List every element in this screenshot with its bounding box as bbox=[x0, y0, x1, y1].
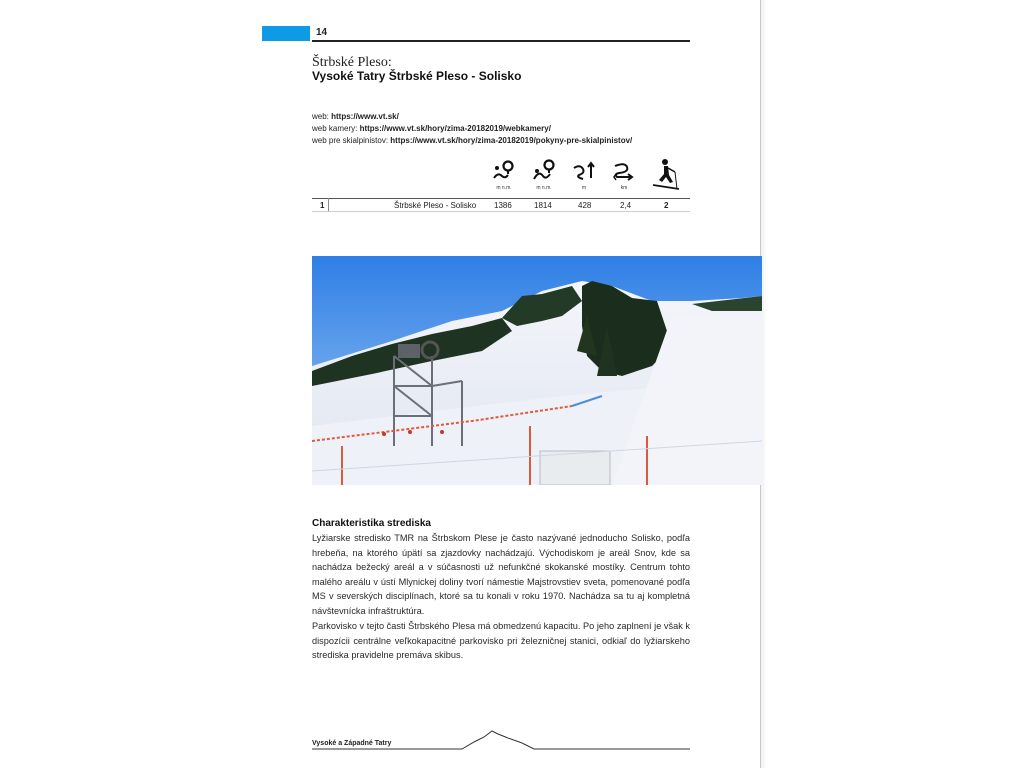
stats-col-length bbox=[606, 158, 642, 191]
link-webcams[interactable] bbox=[312, 123, 632, 135]
link-url[interactable]: https://www.vt.sk/hory/zima-20182019/webkamery/ bbox=[359, 124, 551, 133]
link-url[interactable]: https://www.vt.sk/hory/zima-20182019/pokyny-pre-skialpinistov/ bbox=[390, 136, 633, 145]
link-label: web: bbox=[312, 112, 332, 121]
row-top-altitude: 1814 bbox=[534, 201, 552, 210]
stats-col-top bbox=[526, 158, 562, 191]
header-accent-bar bbox=[262, 26, 310, 41]
links-block bbox=[312, 111, 632, 147]
page-number: 14 bbox=[316, 27, 328, 38]
footer-text: Vysoké a Západné Tatry bbox=[312, 740, 392, 747]
vertical-drop-icon bbox=[571, 158, 597, 184]
place-name: Štrbské Pleso: bbox=[312, 55, 392, 70]
base-altitude-icon bbox=[491, 158, 517, 184]
row-difficulty: 2 bbox=[664, 201, 669, 210]
description-paragraph-2: Parkovisko v tejto časti Štrbského Plesa má obmedzenú kapacitu. Po jeho zaplnení je však k dispozícii centrálne veľkokapacitné parkovisko pri železničnej stanici, odkiaľ do lyžiarskeho strediska pravidelne premáva skibus. bbox=[312, 621, 690, 661]
stats-unit: m bbox=[581, 185, 587, 191]
row-base-altitude: 1386 bbox=[494, 201, 512, 210]
stats-rule-bottom bbox=[312, 211, 690, 212]
stats-col-difficulty bbox=[648, 158, 684, 192]
slope-length-icon bbox=[611, 158, 637, 184]
stats-unit: km bbox=[620, 185, 628, 191]
link-web[interactable] bbox=[312, 111, 632, 123]
resort-title: Vysoké Tatry Štrbské Pleso - Solisko bbox=[312, 69, 522, 83]
section-heading: Charakteristika strediska bbox=[312, 518, 431, 529]
stats-unit: m n.m. bbox=[496, 185, 512, 191]
row-length: 2,4 bbox=[620, 201, 632, 210]
skialpinist-icon bbox=[651, 158, 681, 192]
header-rule bbox=[312, 40, 690, 42]
row-vertical-drop: 428 bbox=[578, 201, 592, 210]
stats-icons-row bbox=[486, 158, 686, 198]
link-label: web pre skialpinistov: bbox=[312, 136, 391, 145]
link-label: web kamery: bbox=[312, 124, 360, 133]
description-paragraph-1: Lyžiarske stredisko TMR na Štrbskom Plese je často nazývané jednoducho Solisko, podľa hrebeňa, na ktorého úpätí sa zjazdovky nachádzajú. Východiskom je areál Snov, kde sa nachádza bežecký areál a v súčasnosti už nefunkčné skokanské mostíky. Centrum tohto malého areálu v ústí Mlynickej doliny tvorí námestie Majstrovstiev sveta, pomenované podľa MS v severských disciplínach, ktoré sa tu konali v roku 1970. Nachádza sa tu aj kompletná návštevnícka infraštruktúra. bbox=[312, 533, 690, 616]
footer-mountain-line bbox=[312, 726, 692, 752]
row-name: Štrbské Pleso - Solisko bbox=[394, 201, 477, 210]
ski-slope-illustration bbox=[312, 256, 762, 485]
stats-col-drop bbox=[566, 158, 602, 191]
stats-unit: m n.m. bbox=[536, 185, 552, 191]
stats-col-base bbox=[486, 158, 522, 191]
link-url[interactable]: https://www.vt.sk/ bbox=[331, 112, 399, 121]
stats-data-row bbox=[312, 199, 690, 211]
top-altitude-icon bbox=[531, 158, 557, 184]
ski-resort-photo bbox=[312, 256, 762, 485]
row-index: 1 bbox=[320, 201, 325, 210]
link-skialpinists[interactable] bbox=[312, 135, 632, 147]
